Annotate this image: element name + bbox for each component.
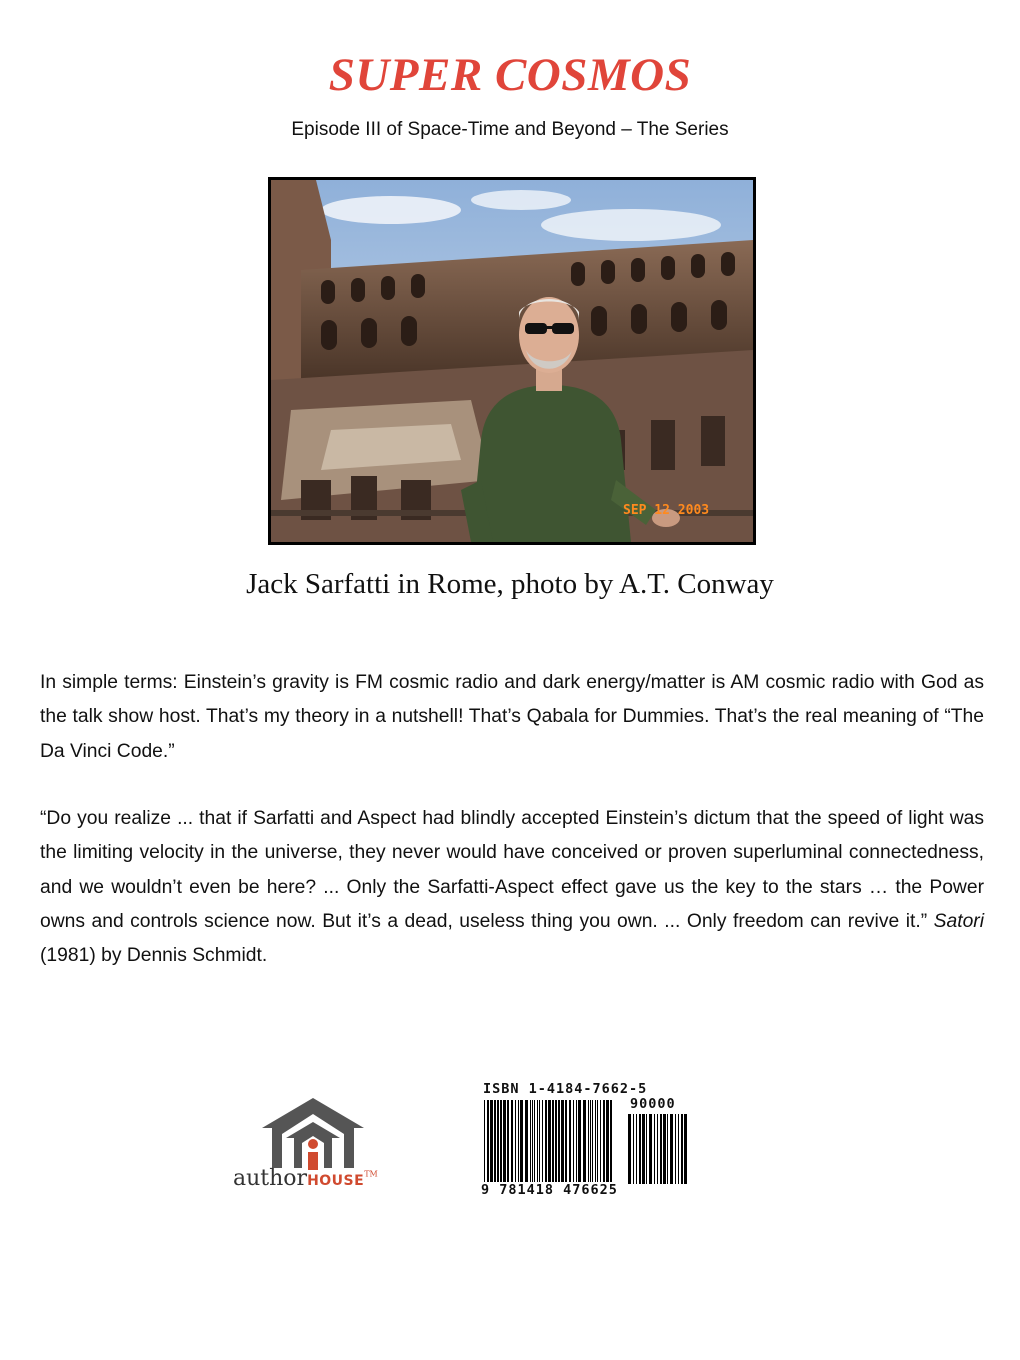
barcode-bar (490, 1100, 493, 1182)
barcode-bar (545, 1100, 547, 1182)
barcode-bar (573, 1100, 574, 1182)
barcode-bar (678, 1114, 679, 1184)
photo-date-stamp: SEP 12 2003 (623, 503, 710, 518)
barcode-bar (660, 1114, 662, 1184)
barcode-bar (525, 1100, 528, 1182)
price-code: 90000 (630, 1096, 676, 1112)
book-subtitle: Episode III of Space-Time and Beyond – The Series (291, 119, 729, 140)
barcode-bar (565, 1100, 567, 1182)
barcode-bar (515, 1100, 516, 1182)
barcode-bar (681, 1114, 683, 1184)
barcode-bar (500, 1100, 502, 1182)
photo-caption: Jack Sarfatti in Rome, photo by A.T. Conway (246, 568, 774, 600)
barcode-bar (576, 1100, 577, 1182)
barcode-bar (487, 1100, 489, 1182)
barcode-bar (657, 1114, 658, 1184)
barcode-bar (484, 1100, 485, 1188)
barcode-bar (600, 1100, 601, 1182)
barcode-bar (603, 1100, 605, 1182)
barcode-bar (606, 1100, 609, 1182)
barcode-bar (597, 1100, 598, 1182)
barcode-bar (642, 1114, 645, 1184)
barcode-bar (684, 1114, 687, 1184)
barcode-bar (542, 1100, 543, 1182)
barcode-bar (592, 1100, 593, 1182)
barcode-bar (548, 1100, 551, 1182)
barcode-bar (649, 1114, 652, 1184)
barcode-bar (534, 1100, 535, 1182)
barcode-bar (507, 1100, 509, 1182)
barcode-bar (494, 1100, 496, 1182)
quote-paragraph (40, 802, 984, 973)
barcode-bar (670, 1114, 673, 1184)
barcode-bar (518, 1100, 519, 1182)
book-title: SUPER COSMOS (328, 49, 692, 101)
barcode-bar (654, 1114, 655, 1184)
barcode-bar (497, 1100, 499, 1182)
ean-number: 9 781418 476625 (481, 1182, 618, 1198)
barcode-bar (610, 1100, 612, 1182)
barcode-bar (511, 1100, 513, 1182)
barcode-bar (561, 1100, 564, 1182)
publisher-name: authorHOUSE™ (233, 1166, 378, 1191)
barcode-bar (595, 1100, 596, 1182)
barcode-bar (539, 1100, 540, 1182)
barcode-bar (578, 1100, 581, 1182)
barcode-bar (552, 1100, 554, 1182)
barcode-bar (639, 1114, 641, 1184)
quote-text: “Do you realize ... that if Sarfatti and Aspect had blindly accepted Einstein’s dictum that the speed of light was the limiting velocity in the universe, they never would have conceived or proven superluminal connectedness, and we wouldn’t even be here? ... Only the Sarfatti-Aspect effect gave us the key to the stars … the Power owns and controls science now. But it’s a dead, useless thing you own. ... Only freedom can revive it.” (40, 808, 984, 932)
colosseum-photo-image (271, 180, 753, 542)
barcode-bar (537, 1100, 538, 1182)
barcode-bar (590, 1100, 591, 1182)
barcode-bar (569, 1100, 571, 1182)
barcode-bar (663, 1114, 666, 1184)
barcode-bar (588, 1100, 589, 1182)
author-photo (268, 177, 756, 545)
barcode-bar (675, 1114, 676, 1184)
barcode-bar (667, 1114, 668, 1184)
barcode-bar (636, 1114, 637, 1184)
barcode-bar (628, 1114, 631, 1184)
barcode-bar (532, 1100, 533, 1182)
barcode-bar (503, 1100, 506, 1182)
intro-paragraph: In simple terms: Einstein’s gravity is FM cosmic radio and dark energy/matter is AM cosmic radio with God as the talk show host. That’s my theory in a nutshell! That’s Qabala for Dummies. That’s the real meaning of “The Da Vinci Code.” (40, 672, 984, 762)
barcode-bar (530, 1100, 531, 1182)
barcode-bar (555, 1100, 557, 1182)
barcode-bar (558, 1100, 560, 1188)
quote-attribution: (1981) by Dennis Schmidt. (40, 945, 268, 967)
barcode-bar (583, 1100, 586, 1182)
barcode-bar (520, 1100, 523, 1182)
isbn-label: ISBN 1-4184-7662-5 (483, 1081, 648, 1097)
barcode-bar (646, 1114, 647, 1184)
quote-book-title: Satori (933, 910, 984, 932)
barcode-bar (633, 1114, 634, 1184)
